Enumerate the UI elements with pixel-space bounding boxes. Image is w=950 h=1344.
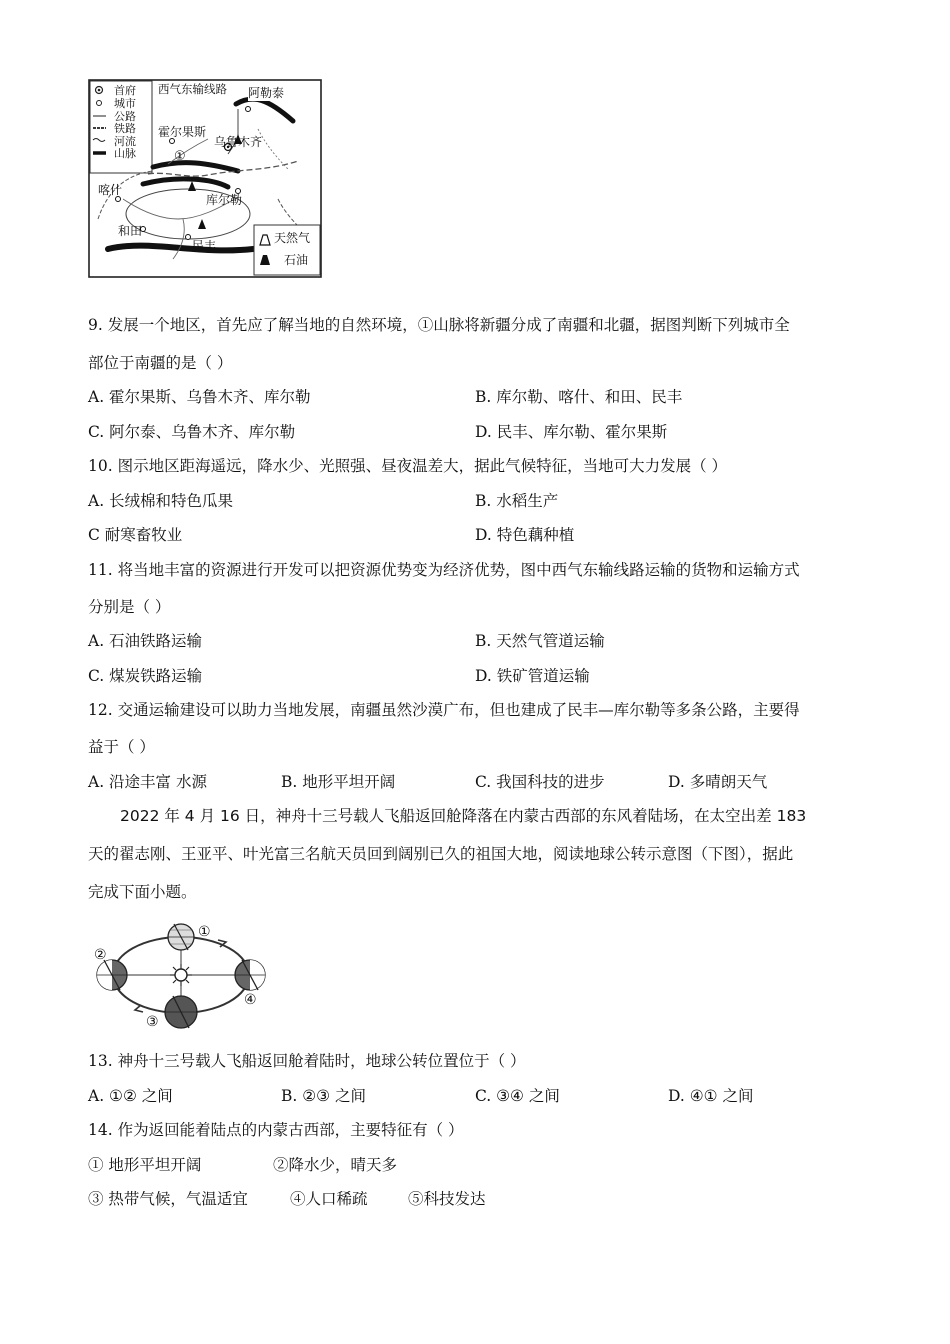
- q9-option-b[interactable]: B. 库尔勒、喀什、和田、民丰: [475, 388, 683, 406]
- earth-icon: [235, 960, 265, 990]
- legend-railway-label: 铁路: [114, 122, 136, 135]
- map-label-horgos: 霍尔果斯: [158, 125, 207, 139]
- orbit-label-2: ②: [94, 947, 107, 963]
- q13-option-d[interactable]: D. ④① 之间: [668, 1087, 754, 1105]
- q12-option-b[interactable]: B. 地形平坦开阔: [281, 773, 396, 791]
- q11-option-a[interactable]: A. 石油铁路运输: [88, 632, 203, 650]
- earth-icon: [165, 996, 197, 1028]
- q12-option-a[interactable]: A. 沿途丰富 水源: [88, 773, 207, 791]
- q10-option-b[interactable]: B. 水稻生产: [475, 492, 559, 510]
- q14-item-5: ⑤科技发达: [408, 1190, 486, 1208]
- q11-option-c[interactable]: C. 煤炭铁路运输: [88, 667, 203, 685]
- earth-orbit-diagram: [88, 920, 273, 1035]
- earth-icon: [97, 960, 127, 990]
- legend-capital-label: 首府: [114, 84, 136, 97]
- city-marker: [186, 235, 191, 240]
- map-label-pipeline: 西气东输线路: [158, 82, 227, 96]
- q14-stem: 14. 作为返回能着陆点的内蒙古西部，主要特征有（ ）: [88, 1121, 464, 1139]
- q11-stem-line2: 分别是（ ）: [88, 598, 171, 616]
- legend-road-label: 公路: [114, 110, 136, 123]
- earth-icon: [168, 924, 194, 950]
- city-marker: [246, 107, 251, 112]
- q12-stem-line1: 12. 交通运输建设可以助力当地发展，南疆虽然沙漠广布，但也建成了民丰—库尔勒等多条公路，主要得: [88, 701, 800, 719]
- q13-option-a[interactable]: A. ①② 之间: [88, 1087, 173, 1105]
- q11-option-b[interactable]: B. 天然气管道运输: [475, 632, 605, 650]
- passage-line3: 完成下面小题。: [88, 883, 197, 901]
- q14-item-3: ③ 热带气候，气温适宜: [88, 1190, 248, 1208]
- map-label-altay: 阿勒泰: [248, 86, 285, 100]
- map-label-urumqi: 乌鲁木齐: [214, 135, 263, 149]
- q9-stem-line2: 部位于南疆的是（ ）: [88, 354, 233, 372]
- q14-item-1: ① 地形平坦开阔: [88, 1156, 202, 1174]
- q10-option-a[interactable]: A. 长绒棉和特色瓜果: [88, 492, 234, 510]
- q10-option-d[interactable]: D. 特色藕种植: [475, 526, 575, 544]
- q13-stem: 13. 神舟十三号载人飞船返回舱着陆时，地球公转位置位于（ ）: [88, 1052, 526, 1070]
- orbit-label-3: ③: [146, 1014, 159, 1030]
- q9-option-a[interactable]: A. 霍尔果斯、乌鲁木齐、库尔勒: [88, 388, 311, 406]
- map-label-kashgar: 喀什: [98, 183, 123, 197]
- q12-option-d[interactable]: D. 多晴朗天气: [668, 773, 768, 791]
- xinjiang-map: [88, 79, 323, 279]
- q11-option-d[interactable]: D. 铁矿管道运输: [475, 667, 590, 685]
- legend-river-label: 河流: [114, 135, 136, 148]
- q12-stem-line2: 益于（ ）: [88, 738, 155, 756]
- q9-option-c[interactable]: C. 阿尔泰、乌鲁木齐、库尔勒: [88, 423, 296, 441]
- map-label-hotan: 和田: [118, 224, 143, 238]
- q9-stem-line1: 9. 发展一个地区，首先应了解当地的自然环境，①山脉将新疆分成了南疆和北疆，据图判断下列城市全: [88, 316, 790, 334]
- map-label-korla: 库尔勒: [206, 193, 243, 207]
- legend-oil-label: 石油: [284, 253, 309, 267]
- passage-line1: 2022 年 4 月 16 日，神舟十三号载人飞船返回舱降落在内蒙古西部的东风着陆场，在太空出差 183: [120, 807, 807, 825]
- q9-option-d[interactable]: D. 民丰、库尔勒、霍尔果斯: [475, 423, 668, 441]
- q13-option-b[interactable]: B. ②③ 之间: [281, 1087, 366, 1105]
- q14-item-4: ④人口稀疏: [290, 1190, 368, 1208]
- orbit-label-4: ④: [244, 992, 257, 1008]
- q10-stem: 10. 图示地区距海遥远，降水少、光照强、昼夜温差大，据此气候特征，当地可大力发展（ ）: [88, 457, 728, 475]
- legend-city-label: 城市: [114, 97, 136, 110]
- legend-mountain-label: 山脉: [114, 147, 136, 160]
- map-label-minfeng: 民丰: [192, 239, 217, 253]
- passage-line2: 天的翟志刚、王亚平、叶光富三名航天员回到阔别已久的祖国大地，阅读地球公转示意图（下图），据此: [88, 845, 794, 863]
- map-label-circle1: ①: [174, 149, 186, 164]
- q13-option-c[interactable]: C. ③④ 之间: [475, 1087, 560, 1105]
- q11-stem-line1: 11. 将当地丰富的资源进行开发可以把资源优势变为经济优势，图中西气东输线路运输的货物和运输方式: [88, 561, 800, 579]
- q14-item-2: ②降水少，晴天多: [273, 1156, 398, 1174]
- legend-gas-label: 天然气: [274, 231, 311, 245]
- q12-option-c[interactable]: C. 我国科技的进步: [475, 773, 605, 791]
- q10-option-c[interactable]: C 耐寒畜牧业: [88, 526, 183, 544]
- orbit-label-1: ①: [198, 924, 211, 940]
